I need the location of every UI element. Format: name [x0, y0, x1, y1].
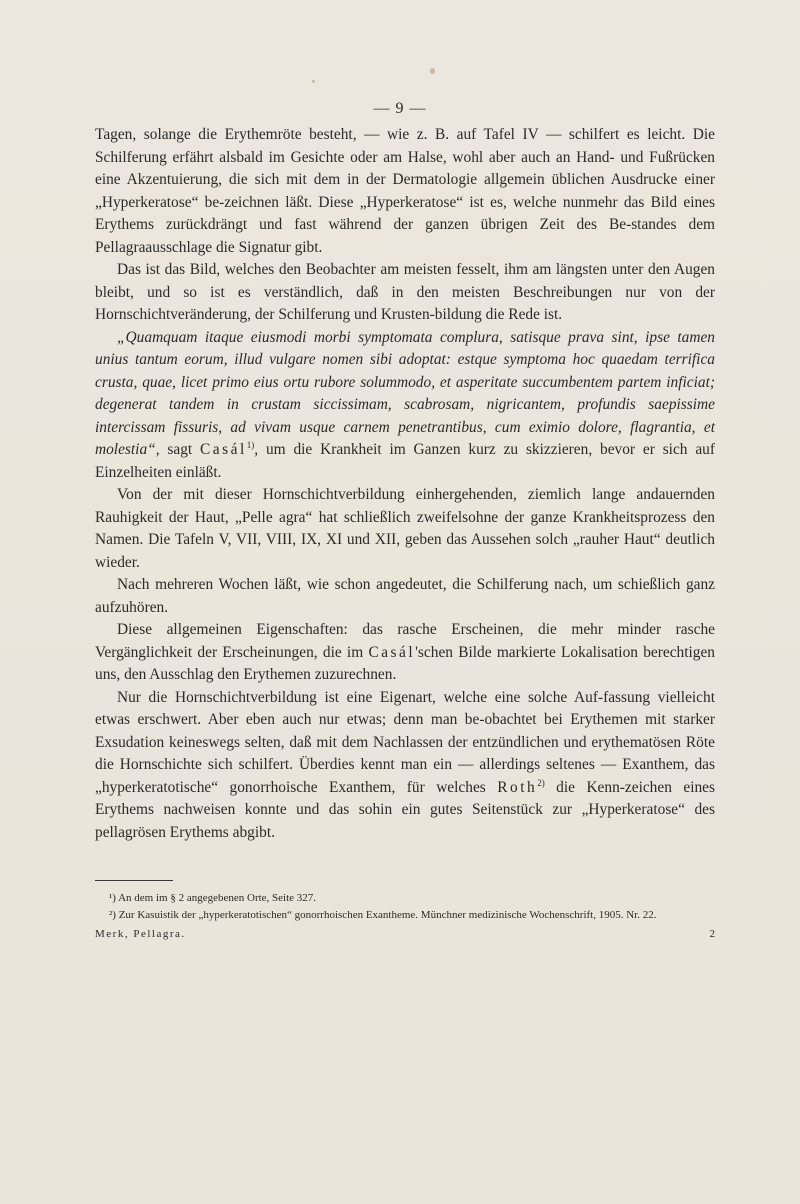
paragraph-7-end: die Kenn-zeichen eines Erythems nachweisen konnte und das sohin ein gutes Seitenstück zur „Hyperkeratose“ des pellagrösen Erythems abgibt.: [95, 778, 715, 841]
paragraph-7-start: Nur die Hornschichtverbildung ist eine Eigenart, welche eine solche Auf-fassung vielleicht etwas erschwert. Aber eben auch nur etwas; denn man be-obachtet bei Erythemen mit starker Exsudation keineswegs selten, daß mit dem Nachlassen der entzündlichen und erythematösen Röte die Hornschichte sich schilfert. Überdies kennt man ein — allerdings seltenes — Exanthem, das „hyperkeratotische“ gonorrhoische Exanthem, für welches: [95, 688, 715, 796]
latin-quotation: „Quamquam itaque eiusmodi morbi symptomata complura, satisque prava sint, ipse tamen unius tantum eorum, illud vulgare nomen sibi adoptat: estque symptoma hoc quaedam terrifica crusta, quae, licet primo eius ortu rubore solummodo, et asperitate succumbentem partem inficiat; degenerat tandem in crustam siccissimam, scabrosam, nigricantem, profundis saepissime intercissam fissuris, ad vivam usque carnem penetrantibus, cum eximio dolore, flagrantia, et molestia“,: [95, 328, 715, 458]
paragraph-6-end: 'schen Bilde markierte Lokalisation berechtigen uns, den Ausschlag den Erythemen zuzurechnen.: [95, 643, 716, 683]
page-footer: [95, 928, 715, 940]
paper-speck: [430, 68, 435, 74]
author-name-roth: Roth: [497, 778, 538, 796]
quote-verb: sagt: [167, 441, 193, 458]
footnotes: [95, 890, 715, 924]
page-number: — 9 —: [373, 100, 427, 117]
signature-mark: 2: [709, 928, 715, 940]
paragraph-6: [95, 619, 715, 687]
footnote-divider: [95, 880, 173, 881]
paragraph-4: Von der mit dieser Hornschichtverbildung einhergehenden, ziemlich lange andauernden Rauhigkeit der Haut, „Pelle agra“ hat schließlich zweifelsohne der ganze Krankheitsprozess den Namen. Die Tafeln V, VII, VIII, IX, XI und XII, geben das Aussehen solch „rauher Haut“ deutlich wieder.: [95, 486, 715, 571]
paragraph-1: Tagen, solange die Erythemröte besteht, — wie z. B. auf Tafel IV — schilfert es leicht. Die Schilferung erfährt alsbald im Gesichte oder am Halse, wohl aber auch an Hand- und Fußrücken eine Akzentuierung, die sich mit dem in der Dermatologie allgemein üblichen Ausdrucke einer „Hyperkeratose“ be-zeichnen läßt. Diese „Hyperkeratose“ ist es, welche nunmehr das Bild eines Erythems zurückdrängt und fast während der ganzen übrigen Zeit des Be-standes dem Pellagraausschlage die Signatur gibt.: [95, 126, 715, 256]
paragraph-5: Nach mehreren Wochen läßt, wie schon angedeutet, die Schilferung nach, um schießlich ganz aufzuhören.: [95, 576, 715, 616]
footer-author-title: Merk, Pellagra.: [95, 928, 186, 940]
paragraph-3-rest: , um die Krankheit im Ganzen kurz zu skizzieren, bevor er sich auf Einzelheiten einläßt.: [95, 441, 715, 481]
paragraph-7: [95, 687, 715, 845]
footnote-1: ¹) An dem im § 2 angegebenen Orte, Seite 327.: [109, 892, 317, 904]
footnote-ref-1: 1): [246, 439, 255, 450]
footnote-ref-2: 2): [537, 777, 545, 788]
footnote-2: ²) Zur Kasuistik der „hyperkeratotischen“ gonorrhoischen Exantheme. Münchner medizinische Wochenschrift, 1905. Nr. 22.: [109, 909, 657, 921]
paper-speck: [312, 80, 315, 83]
author-name-casal: Casál: [200, 441, 247, 458]
paragraph-6-start: Diese allgemeinen Eigenschaften: das rasche Erscheinen, die mehr minder rasche Vergänglichkeit der Erscheinungen, die im: [95, 621, 715, 661]
author-name-casal: Casál: [368, 643, 416, 661]
paragraph-2: Das ist das Bild, welches den Beobachter am meisten fesselt, ihm am längsten unter den Augen bleibt, und so ist es verständlich, daß in den meisten Beschreibungen nur von der Hornschichtveränderung, der Schilferung und Krusten-bildung die Rede ist.: [95, 261, 715, 323]
body-text: [95, 124, 715, 844]
paragraph-3: [95, 327, 715, 485]
